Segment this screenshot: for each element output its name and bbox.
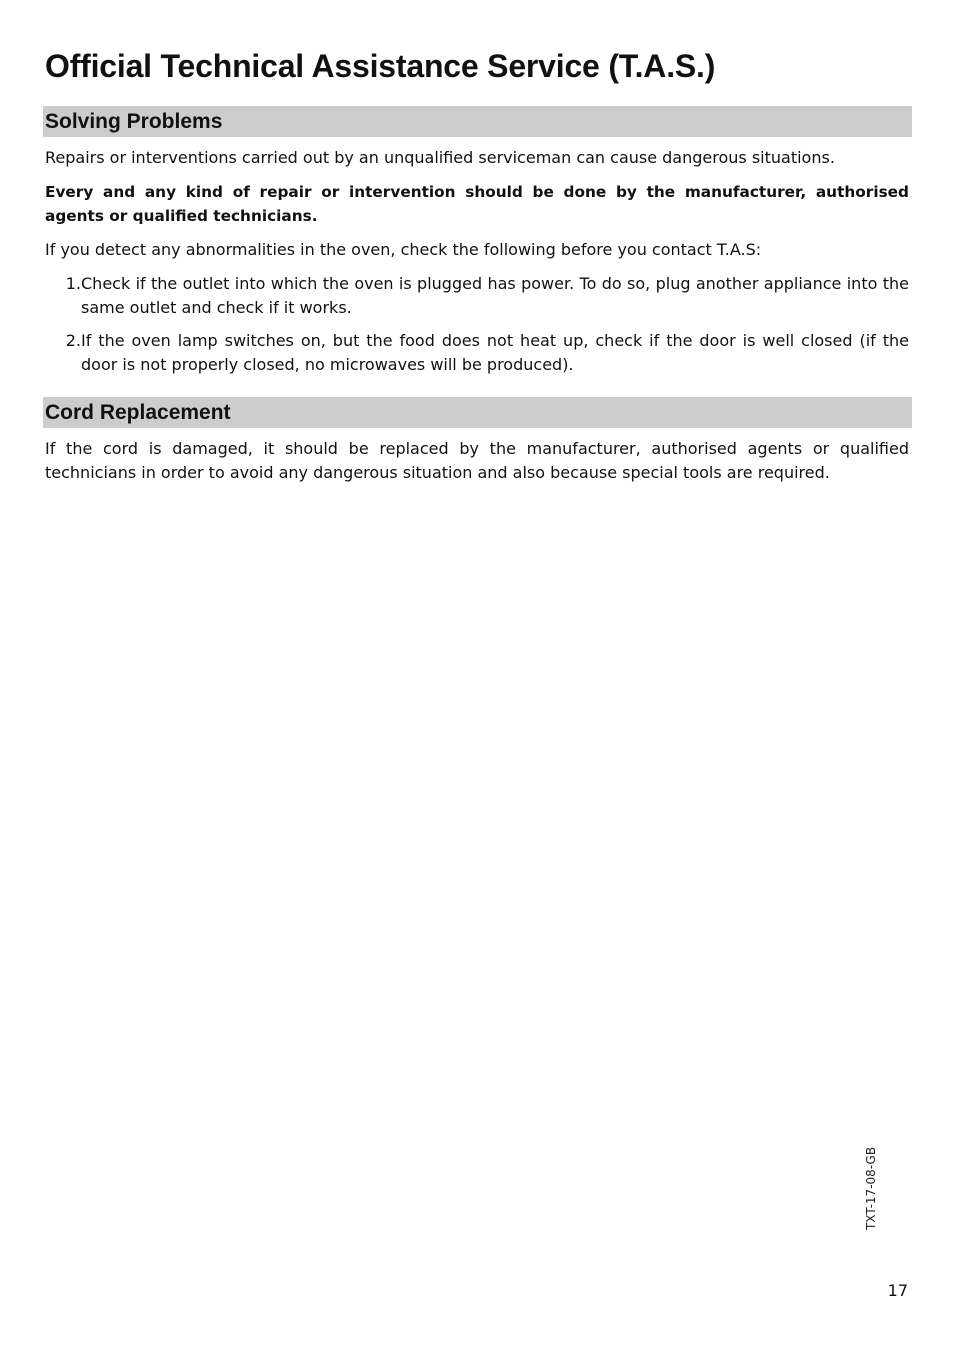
page-number: 17 bbox=[887, 1281, 908, 1300]
document-code: TXT-17-08-GB bbox=[864, 1146, 878, 1230]
list-item-number: 1. bbox=[65, 274, 81, 293]
cord-replacement-paragraph: If the cord is damaged, it should be replaced by the manufacturer, authorised agents or qualified technicians in order to avoid any dangerous situation and also because special tools are required. bbox=[45, 439, 909, 482]
check-intro-paragraph: If you detect any abnormalities in the oven, check the following before you contact T.A.S: bbox=[45, 240, 762, 259]
page-title: Official Technical Assistance Service (T.A.S.) bbox=[45, 48, 716, 84]
intro-paragraph: Repairs or interventions carried out by an unqualified serviceman can cause dangerous situations. bbox=[45, 148, 835, 167]
section-heading-cord-replacement: Cord Replacement bbox=[43, 397, 912, 428]
list-item bbox=[60, 272, 909, 320]
list-item-number: 2. bbox=[65, 331, 81, 350]
list-item bbox=[60, 329, 909, 377]
list-item-text: If the oven lamp switches on, but the food does not heat up, check if the door is well closed (if the door is not properly closed, no microwaves will be produced). bbox=[81, 331, 909, 374]
list-item-text: Check if the outlet into which the oven is plugged has power. To do so, plug another appliance into the same outlet and check if it works. bbox=[81, 274, 909, 317]
section-heading-solving-problems: Solving Problems bbox=[43, 106, 912, 137]
warning-paragraph: Every and any kind of repair or intervention should be done by the manufacturer, authorised agents or qualified technicians. bbox=[45, 183, 909, 225]
